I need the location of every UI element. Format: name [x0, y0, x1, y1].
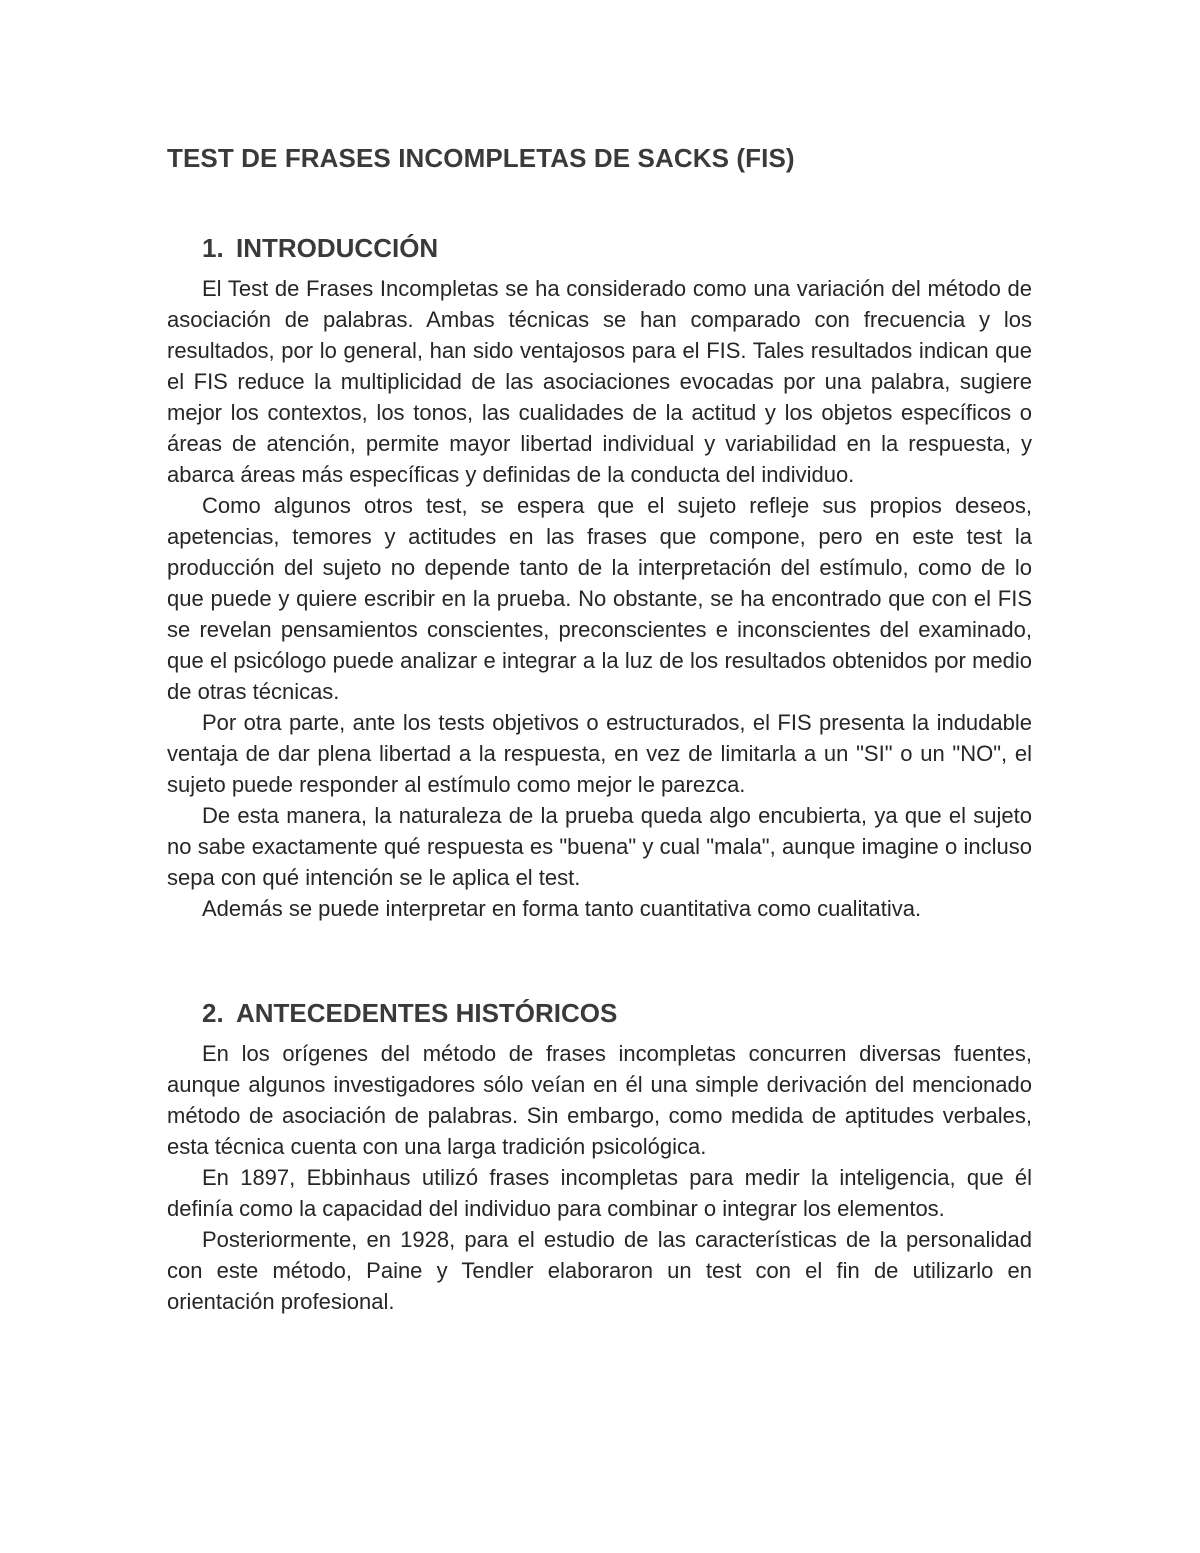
paragraph: De esta manera, la naturaleza de la prueba queda algo encubierta, ya que el sujeto no sabe exactamente qué respuesta es "buena" y cual "mala", aunque imagine o incluso sepa con qué intención se le aplica el test.	[167, 803, 1032, 890]
paragraph: Por otra parte, ante los tests objetivos o estructurados, el FIS presenta la indudable ventaja de dar plena libertad a la respuesta, en vez de limitarla a un "SI" o un "NO", el sujeto puede responder al estímulo como mejor le parezca.	[167, 710, 1032, 797]
section-introduccion	[167, 228, 1032, 924]
paragraph: Además se puede interpretar en forma tanto cuantitativa como cualitativa.	[202, 896, 922, 921]
section-title: INTRODUCCIÓN	[236, 233, 439, 263]
section-number: 1.	[202, 233, 224, 263]
paragraph: En 1897, Ebbinhaus utilizó frases incompletas para medir la inteligencia, que él definía como la capacidad del individuo para combinar o integrar los elementos.	[167, 1165, 1032, 1221]
paragraph: El Test de Frases Incompletas se ha considerado como una variación del método de asociación de palabras. Ambas técnicas se han comparado con frecuencia y los resultados, por lo general, han sido ventajosos para el FIS. Tales resultados indican que el FIS reduce la multiplicidad de las asociaciones evocadas por una palabra, sugiere mejor los contextos, los tonos, las cualidades de la actitud y los objetos específicos o áreas de atención, permite mayor libertad individual y variabilidad en la respuesta, y abarca áreas más específicas y definidas de la conducta del individuo.	[167, 276, 1032, 487]
section-number: 2.	[202, 998, 224, 1028]
document-title: TEST DE FRASES INCOMPLETAS DE SACKS (FIS)	[167, 143, 795, 173]
section-antecedentes	[167, 993, 1032, 1317]
paragraph: Posteriormente, en 1928, para el estudio de las características de la personalidad con este método, Paine y Tendler elaboraron un test con el fin de utilizarlo en orientación profesional.	[167, 1227, 1032, 1314]
section-title: ANTECEDENTES HISTÓRICOS	[236, 998, 618, 1028]
paragraph: Como algunos otros test, se espera que el sujeto refleje sus propios deseos, apetencias, temores y actitudes en las frases que compone, pero en este test la producción del sujeto no depende tanto de la interpretación del estímulo, como de lo que puede y quiere escribir en la prueba. No obstante, se ha encontrado que con el FIS se revelan pensamientos conscientes, preconscientes e inconscientes del examinado, que el psicólogo puede analizar e integrar a la luz de los resultados obtenidos por medio de otras técnicas.	[167, 493, 1032, 704]
section-heading	[167, 993, 1032, 1033]
paragraph: En los orígenes del método de frases incompletas concurren diversas fuentes, aunque algunos investigadores sólo veían en él una simple derivación del mencionado método de asociación de palabras. Sin embargo, como medida de aptitudes verbales, esta técnica cuenta con una larga tradición psicológica.	[167, 1041, 1032, 1159]
document-page	[167, 138, 1032, 1317]
section-heading	[167, 228, 1032, 268]
